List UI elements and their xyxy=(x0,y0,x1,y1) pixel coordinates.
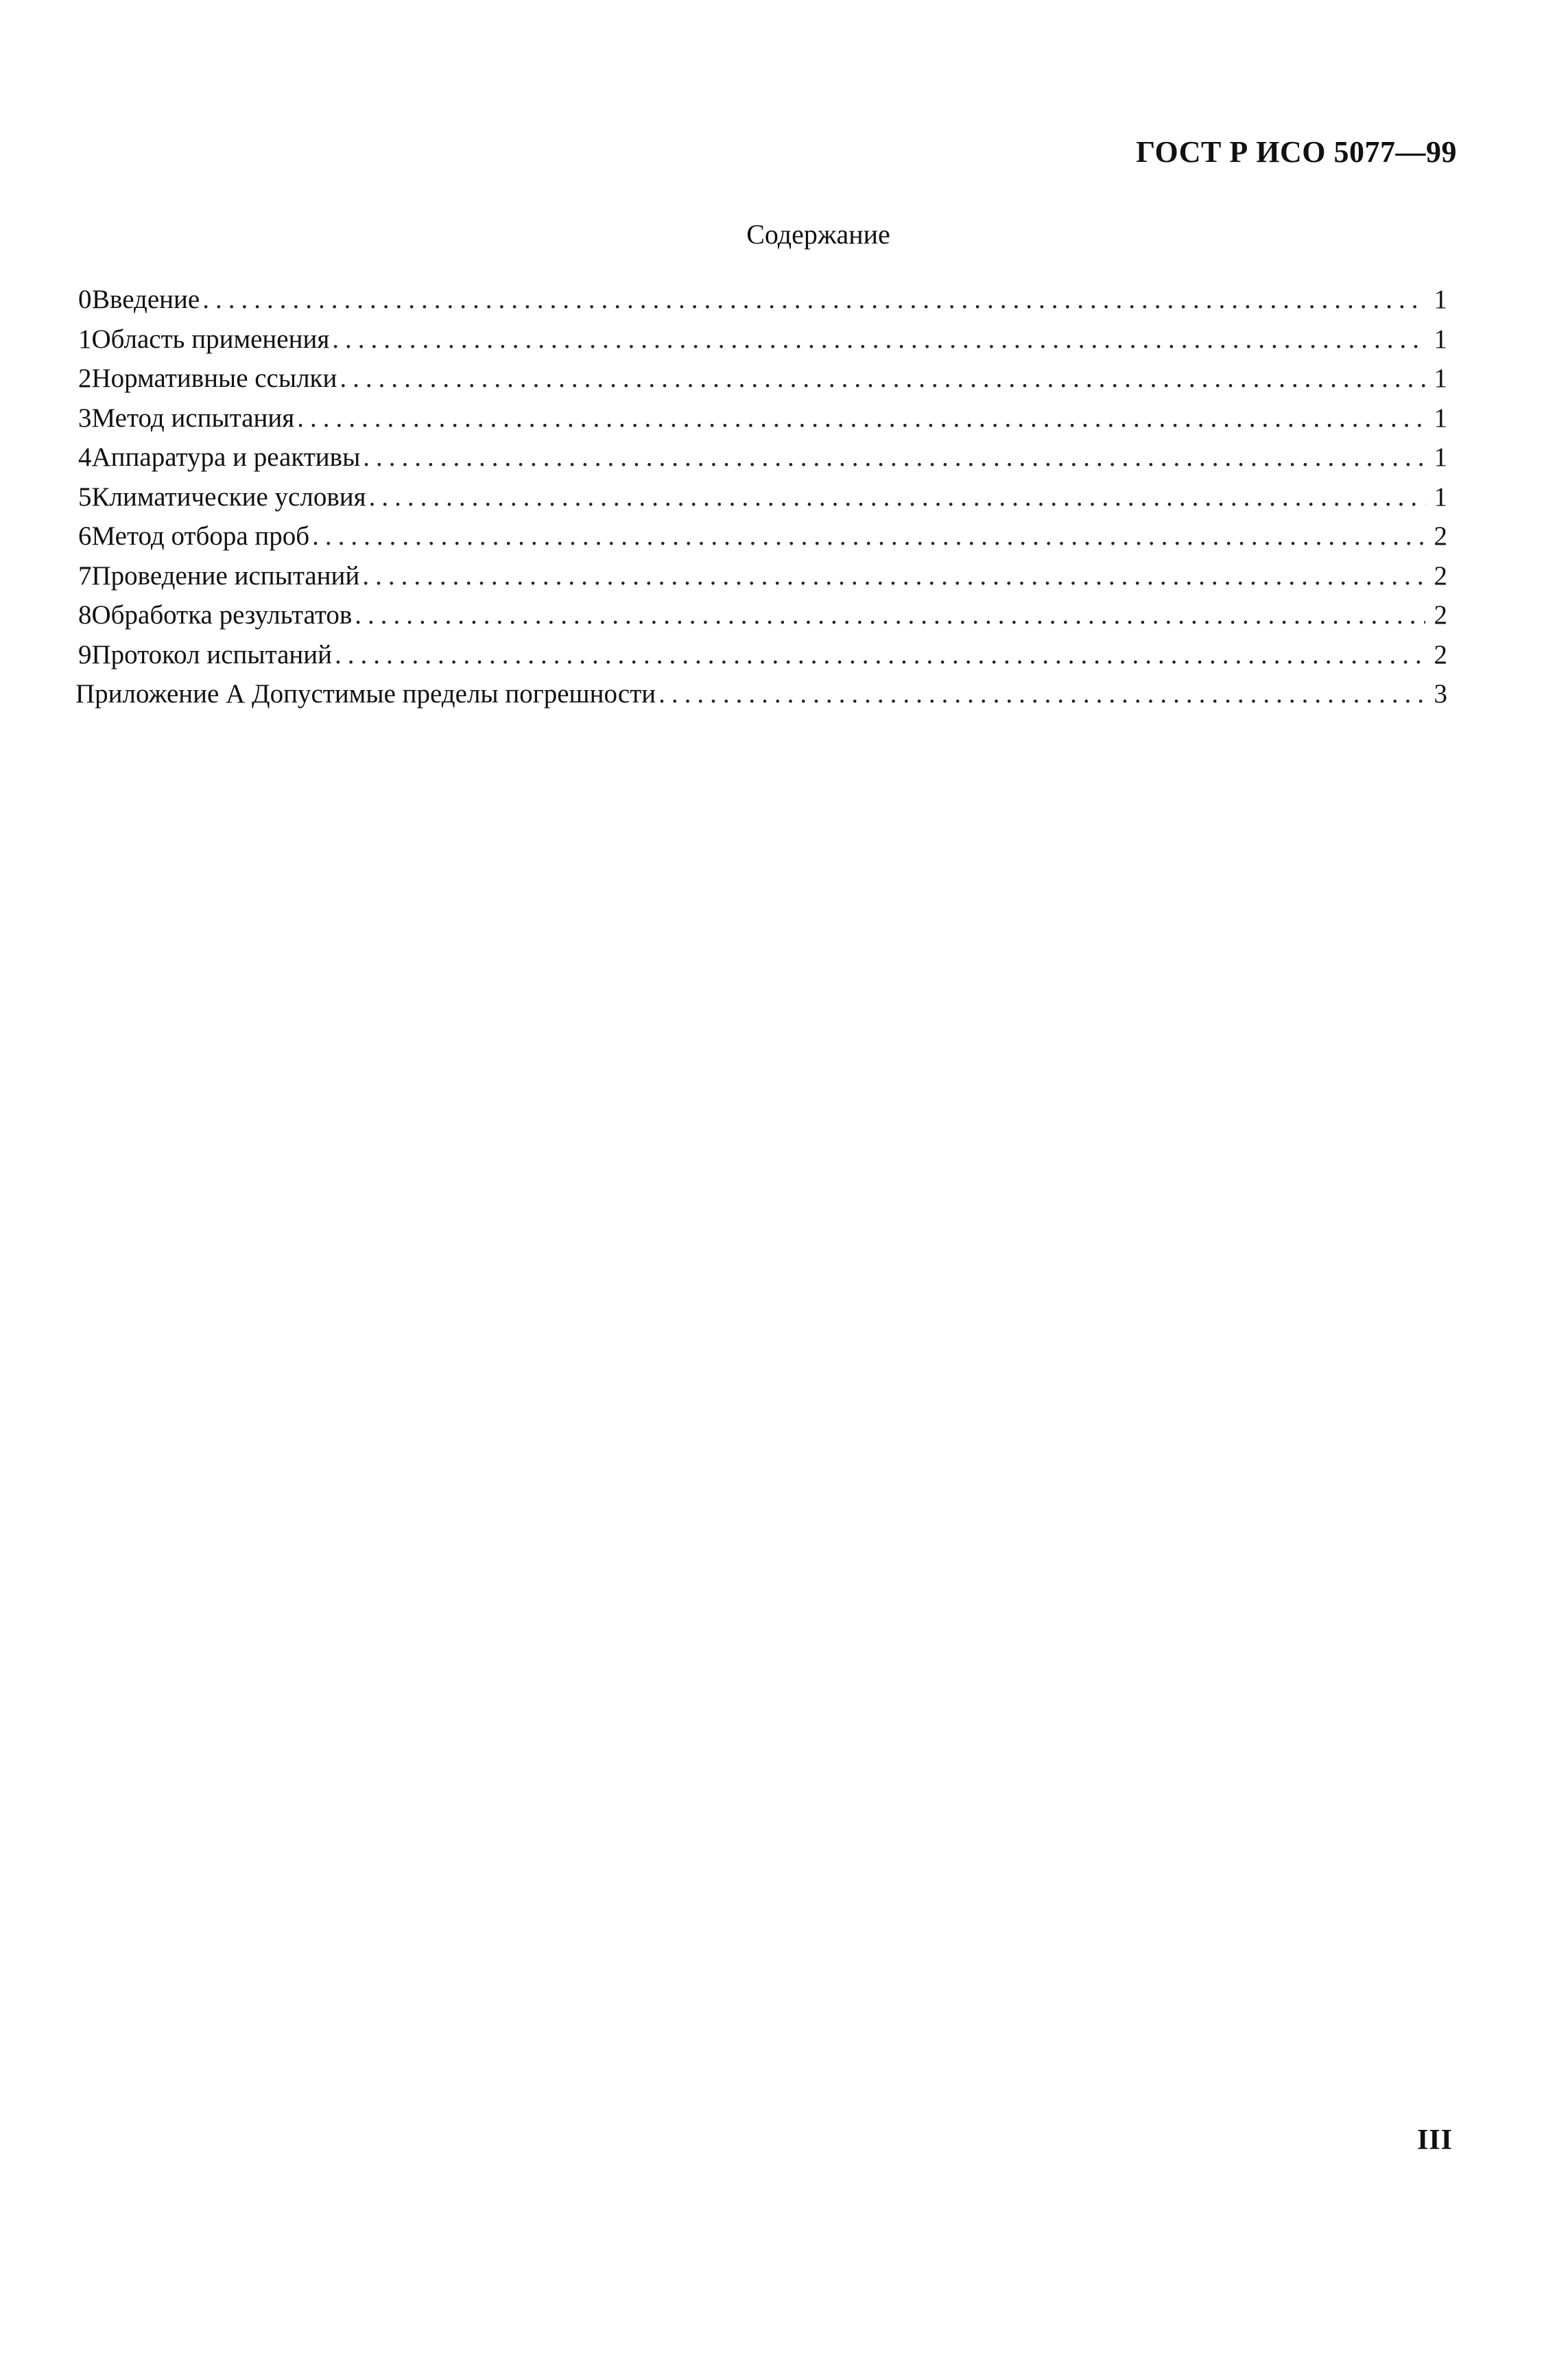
toc-entry-number: 1 xyxy=(78,324,92,354)
toc-entry-number: 8 xyxy=(78,600,92,630)
toc-entry-label: Обработка результатов xyxy=(91,600,353,630)
dot-leader xyxy=(312,517,1425,556)
dot-leader xyxy=(355,595,1425,635)
toc-entry-page: 1 xyxy=(1434,285,1447,314)
toc-entry-number: 7 xyxy=(78,560,92,591)
toc-entry[interactable] xyxy=(75,556,1447,596)
toc-entry[interactable] xyxy=(75,595,1447,635)
toc-entry[interactable] xyxy=(75,399,1447,438)
dot-leader xyxy=(362,556,1425,596)
toc-entry-label: Аппаратура и реактивы xyxy=(91,442,361,472)
toc-entry-page: 2 xyxy=(1434,600,1447,630)
toc-entry-label: Нормативные ссылки xyxy=(91,364,337,393)
toc-entry-page: 2 xyxy=(1434,560,1447,591)
toc-entry-label: Метод отбора проб xyxy=(91,521,310,551)
toc-entry-page: 2 xyxy=(1434,639,1447,669)
dot-leader xyxy=(202,280,1425,320)
toc-entry-label: Проведение испытаний xyxy=(91,560,360,591)
dot-leader xyxy=(297,399,1425,438)
toc-entry[interactable] xyxy=(75,280,1447,320)
document-code: ГОСТ Р ИСО 5077—99 xyxy=(1136,135,1457,169)
dot-leader xyxy=(658,674,1425,714)
toc-entry[interactable] xyxy=(75,517,1447,556)
toc-entry-number: 5 xyxy=(78,482,92,512)
toc-entry-number: 0 xyxy=(78,285,92,314)
dot-leader xyxy=(363,438,1425,477)
toc-entry-label: Климатические условия xyxy=(91,482,366,512)
toc-entry-label: Введение xyxy=(92,285,200,314)
dot-leader xyxy=(335,635,1425,675)
toc-entry-label: Протокол испытаний xyxy=(91,639,333,669)
toc-entry-number: 6 xyxy=(78,521,92,551)
table-of-contents xyxy=(75,280,1447,714)
toc-entry-number: 2 xyxy=(78,364,92,393)
toc-entry-page: 1 xyxy=(1434,442,1447,472)
toc-entry[interactable] xyxy=(75,320,1447,359)
toc-entry[interactable] xyxy=(75,438,1447,477)
toc-entry-page: 1 xyxy=(1434,403,1447,433)
toc-entry-appendix[interactable] xyxy=(75,674,1447,714)
dot-leader xyxy=(332,320,1425,359)
toc-entry-number: 3 xyxy=(78,403,92,433)
dot-leader xyxy=(340,359,1425,399)
toc-entry-page: 2 xyxy=(1434,521,1447,551)
toc-entry[interactable] xyxy=(75,635,1447,675)
toc-entry[interactable] xyxy=(75,477,1447,517)
toc-entry-page: 1 xyxy=(1434,364,1447,393)
toc-entry-page: 3 xyxy=(1434,679,1447,709)
toc-entry-page: 1 xyxy=(1434,482,1447,512)
dot-leader xyxy=(369,477,1425,517)
toc-entry-number: 4 xyxy=(78,442,92,472)
toc-title: Содержание xyxy=(746,219,890,250)
page-number: III xyxy=(1416,2124,1453,2156)
toc-entry[interactable] xyxy=(75,359,1447,399)
toc-entry-label: Приложение А Допустимые пределы погрешности xyxy=(75,679,656,709)
toc-entry-label: Метод испытания xyxy=(91,403,295,433)
toc-entry-page: 1 xyxy=(1434,324,1447,354)
toc-entry-number: 9 xyxy=(78,639,92,669)
toc-entry-label: Область применения xyxy=(91,324,330,354)
